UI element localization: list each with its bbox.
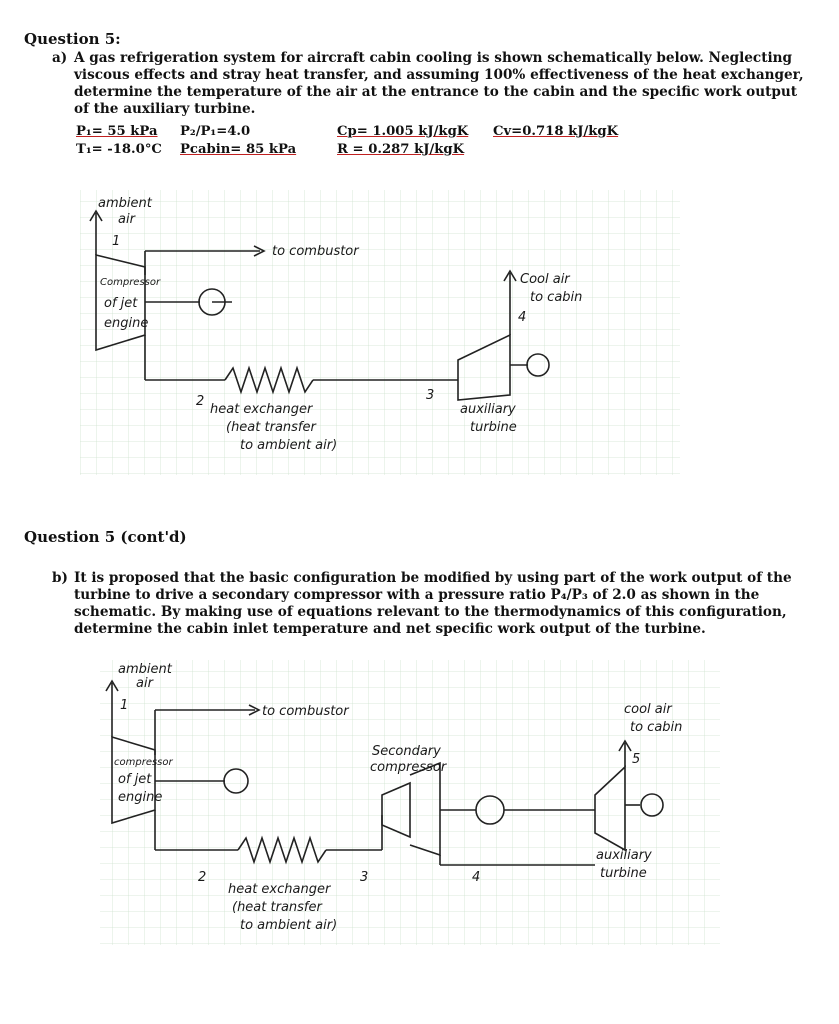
part-b-line: schematic. By making use of equations relevant to the thermodynamics of this configuration, bbox=[74, 604, 787, 620]
given-p1: P₁= 55 kPa bbox=[76, 124, 158, 139]
compressor-label-1: compressor bbox=[114, 757, 173, 768]
part-a-line: viscous effects and stray heat transfer, and assuming 100% effectiveness of the heat exchanger, bbox=[74, 67, 804, 83]
schematic-a bbox=[0, 185, 839, 485]
compressor-label-3: engine bbox=[104, 316, 149, 331]
to-cabin-label: to cabin bbox=[530, 290, 583, 305]
given-cv: Cv=0.718 kJ/kgK bbox=[493, 124, 619, 139]
state-4-label: 4 bbox=[472, 870, 481, 885]
turbine-label-1: auxiliary bbox=[596, 848, 652, 863]
cool-air-label: Cool air bbox=[520, 272, 570, 287]
given-pcabin: Pcabin= 85 kPa bbox=[180, 142, 297, 157]
part-a-line: determine the temperature of the air at the entrance to the cabin and the specific work output bbox=[74, 84, 798, 100]
part-b-label: b) bbox=[52, 570, 68, 586]
question-5-title: Question 5: bbox=[24, 30, 121, 48]
hx-label-3: to ambient air) bbox=[240, 918, 338, 933]
ambient-label: ambient bbox=[118, 662, 172, 677]
secondary-label-2: compressor bbox=[370, 760, 447, 775]
turbine-label-2: turbine bbox=[600, 866, 647, 881]
state-2-label: 2 bbox=[198, 870, 207, 885]
air-label: air bbox=[118, 212, 135, 227]
given-r: R = 0.287 kJ/kgK bbox=[337, 142, 465, 157]
state-5-label: 5 bbox=[632, 752, 641, 767]
turbine-label-2: turbine bbox=[470, 420, 517, 435]
state-2-label: 2 bbox=[196, 394, 205, 409]
compressor-label-2: of jet bbox=[118, 772, 152, 787]
state-3-label: 3 bbox=[360, 870, 369, 885]
part-b-text bbox=[52, 570, 814, 638]
state-1-label: 1 bbox=[112, 234, 121, 249]
given-pressure-ratio: P₂/P₁=4.0 bbox=[180, 124, 251, 139]
hx-label-2: (heat transfer bbox=[232, 900, 322, 915]
air-label: air bbox=[136, 676, 153, 691]
compressor-label-2: of jet bbox=[104, 296, 138, 311]
part-a-line: of the auxiliary turbine. bbox=[74, 101, 256, 117]
part-a-text bbox=[52, 50, 814, 118]
part-a-line: A gas refrigeration system for aircraft cabin cooling is shown schematically below. Neglecting bbox=[74, 50, 793, 66]
hx-label-1: heat exchanger bbox=[228, 882, 331, 897]
turbine-label-1: auxiliary bbox=[460, 402, 516, 417]
part-b-line: turbine to drive a secondary compressor with a pressure ratio P₄/P₃ of 2.0 as shown in the bbox=[74, 587, 760, 603]
secondary-label-1: Secondary bbox=[372, 744, 441, 759]
compressor-label-1: Compressor bbox=[100, 277, 161, 288]
graph-paper-grid bbox=[80, 190, 680, 475]
given-t1: T₁= -18.0°C bbox=[76, 142, 162, 157]
state-4-label: 4 bbox=[518, 310, 527, 325]
state-1-label: 1 bbox=[120, 698, 129, 713]
part-b-line: determine the cabin inlet temperature and net specific work output of the turbine. bbox=[74, 621, 706, 637]
compressor-label-3: engine bbox=[118, 790, 163, 805]
to-cabin-label: to cabin bbox=[630, 720, 683, 735]
hx-label-2: (heat transfer bbox=[226, 420, 316, 435]
cool-air-label: cool air bbox=[624, 702, 672, 717]
question-5-contd-title: Question 5 (cont'd) bbox=[24, 528, 187, 546]
given-cp: Cp= 1.005 kJ/kgK bbox=[337, 124, 469, 139]
hx-label-1: heat exchanger bbox=[210, 402, 313, 417]
schematic-b bbox=[0, 655, 839, 955]
hx-label-3: to ambient air) bbox=[240, 438, 338, 453]
part-a-label: a) bbox=[52, 50, 68, 66]
to-combustor-label: to combustor bbox=[262, 704, 349, 719]
part-b-line: It is proposed that the basic configuration be modified by using part of the work output of the bbox=[74, 570, 792, 586]
ambient-label: ambient bbox=[98, 196, 152, 211]
to-combustor-label: to combustor bbox=[272, 244, 359, 259]
state-3-label: 3 bbox=[426, 388, 435, 403]
